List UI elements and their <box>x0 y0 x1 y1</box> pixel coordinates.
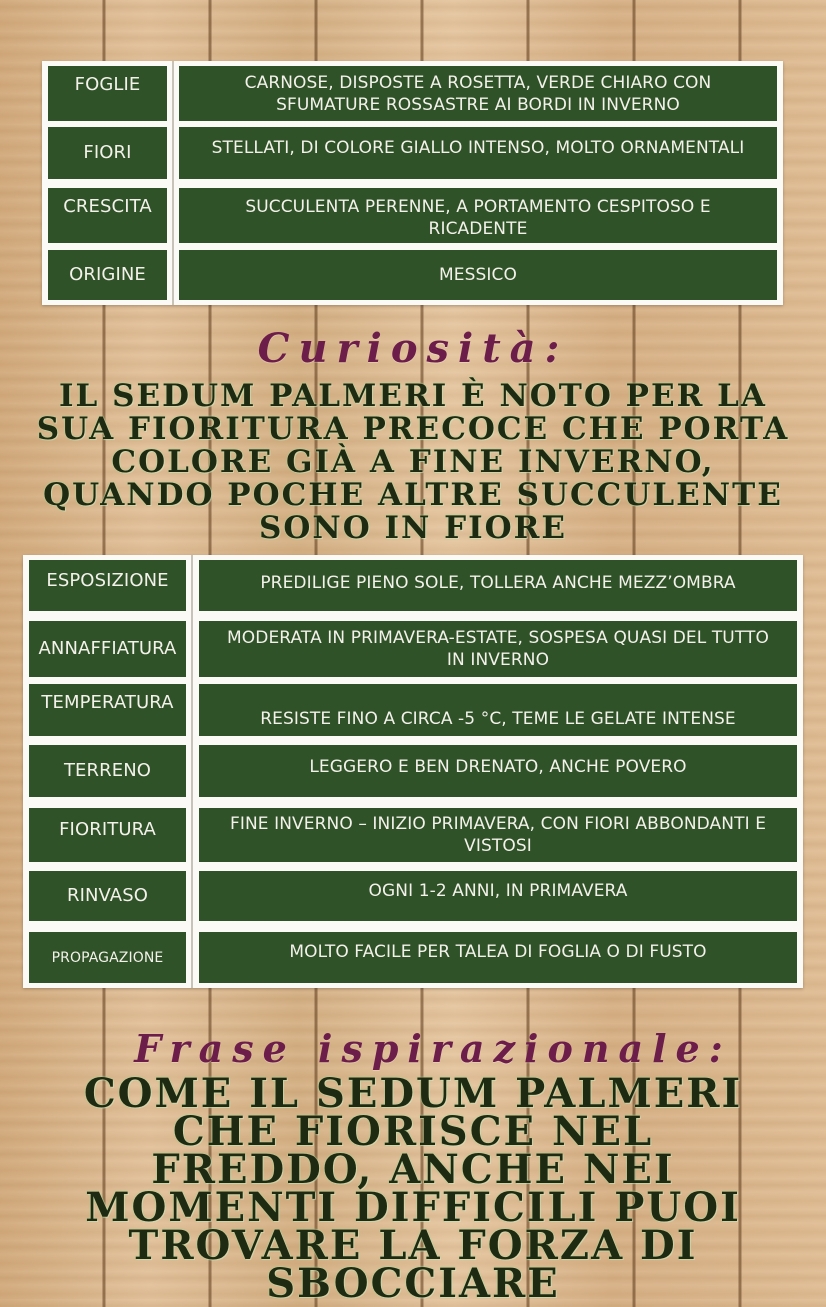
table-row-origine <box>42 250 783 300</box>
table-row-annaffiatura <box>23 621 803 677</box>
curiosita-text: IL SEDUM PALMERI È NOTO PER LA SUA FIORITURA PRECOCE CHE PORTA COLORE GIÀ A FINE INVERNO, QUANDO POCHE ALTRE SUCCULENTE SONO IN FIORE <box>36 378 790 546</box>
row-value: CARNOSE, DISPOSTE A ROSETTA, VERDE CHIARO CON SFUMATURE ROSSASTRE AI BORDI IN INVERNO <box>179 66 777 121</box>
row-value: MESSICO <box>179 250 777 300</box>
frase-heading: Frase ispirazionale: <box>134 1026 732 1071</box>
curiosita-heading: Curiosità: <box>257 325 569 372</box>
row-value: PREDILIGE PIENO SOLE, TOLLERA ANCHE MEZZ’OMBRA <box>199 560 797 611</box>
table-row-temperatura <box>23 684 803 736</box>
row-label: PROPAGAZIONE <box>29 932 186 983</box>
table-row-esposizione <box>23 560 803 611</box>
row-label: TERRENO <box>29 745 186 797</box>
row-value: STELLATI, DI COLORE GIALLO INTENSO, MOLTO ORNAMENTALI <box>179 127 777 179</box>
row-label: FIORITURA <box>29 808 186 862</box>
table-row-crescita <box>42 188 783 243</box>
row-value: MOLTO FACILE PER TALEA DI FOGLIA O DI FUSTO <box>199 932 797 983</box>
table-row-fiori <box>42 127 783 179</box>
row-value: MODERATA IN PRIMAVERA-ESTATE, SOSPESA QUASI DEL TUTTO IN INVERNO <box>199 621 797 677</box>
frase-text: COME IL SEDUM PALMERI CHE FIORISCE NEL FREDDO, ANCHE NEI MOMENTI DIFFICILI PUOI TROVARE LA FORZA DI SBOCCIARE <box>83 1070 743 1307</box>
table-row-fioritura <box>23 808 803 862</box>
table-row-foglie <box>42 66 783 121</box>
row-value: LEGGERO E BEN DRENATO, ANCHE POVERO <box>199 745 797 797</box>
table-row-rinvaso <box>23 871 803 921</box>
row-label: ORIGINE <box>48 250 167 300</box>
row-label: CRESCITA <box>48 188 167 243</box>
row-label: FIORI <box>48 127 167 179</box>
table-row-propagazione <box>23 932 803 983</box>
row-value: OGNI 1-2 ANNI, IN PRIMAVERA <box>199 871 797 921</box>
row-label: FOGLIE <box>48 66 167 121</box>
care-info-table <box>23 555 803 988</box>
plant-info-table <box>42 61 783 305</box>
row-value: SUCCULENTA PERENNE, A PORTAMENTO CESPITOSO E RICADENTE <box>179 188 777 243</box>
row-value: FINE INVERNO – INIZIO PRIMAVERA, CON FIORI ABBONDANTI E VISTOSI <box>199 808 797 862</box>
table-row-terreno <box>23 745 803 797</box>
row-label: RINVASO <box>29 871 186 921</box>
row-label: TEMPERATURA <box>29 684 186 736</box>
row-label: ANNAFFIATURA <box>29 621 186 677</box>
row-value: RESISTE FINO A CIRCA -5 °C, TEME LE GELATE INTENSE <box>199 684 797 736</box>
row-label: ESPOSIZIONE <box>29 560 186 611</box>
